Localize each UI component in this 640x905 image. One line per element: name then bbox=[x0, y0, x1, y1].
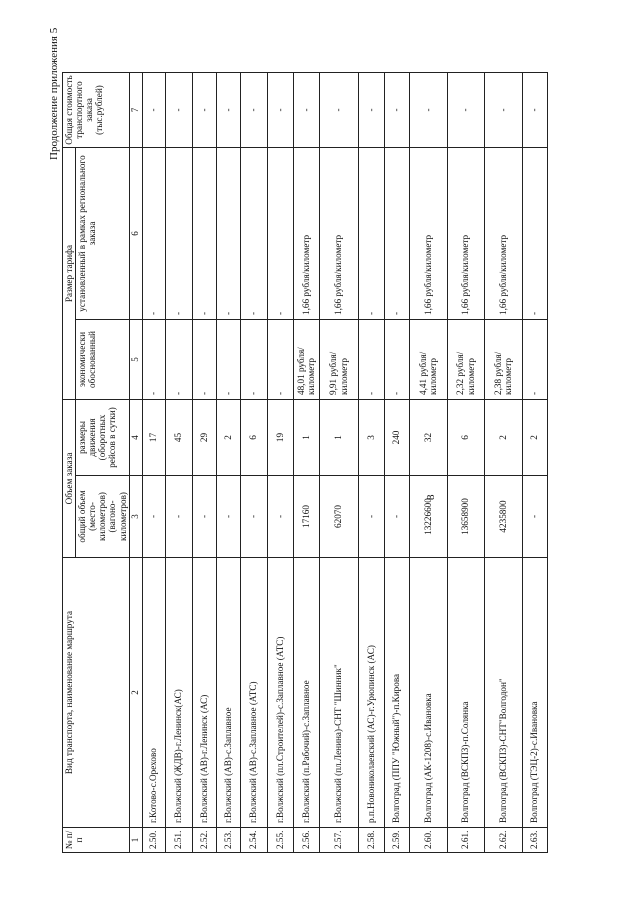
table-cell-trips: 3 bbox=[358, 400, 384, 476]
table-cell-num: 2.58. bbox=[358, 828, 384, 853]
col-number: 3 bbox=[129, 476, 142, 558]
table-row bbox=[358, 73, 384, 853]
table-cell-established: - bbox=[384, 148, 409, 320]
continuation-title: Продолжение приложения 5 bbox=[48, 27, 60, 160]
table-cell-economic: 9,91 рубля/ километр bbox=[319, 320, 358, 400]
table-cell-volume: - bbox=[358, 476, 384, 558]
table-cell-trips: 1 bbox=[319, 400, 358, 476]
table-row bbox=[409, 73, 447, 853]
header-route: Вид транспорта, наименование маршрута bbox=[63, 558, 130, 828]
table-cell-established: - bbox=[240, 148, 267, 320]
table-cell-cost: - bbox=[358, 73, 384, 148]
table-cell-established: 1,66 рубля/километр bbox=[484, 148, 522, 320]
table-cell-route: г.Волжский (ЖДВ)-г.Ленинск(АС) bbox=[165, 558, 192, 828]
table-cell-trips: 17 bbox=[142, 400, 165, 476]
table-cell-volume: 13658900 bbox=[447, 476, 484, 558]
page-number: 8 bbox=[425, 494, 437, 500]
header-economic: экономически обоснованный bbox=[76, 320, 130, 400]
table-cell-established: - bbox=[358, 148, 384, 320]
table-cell-economic: - bbox=[240, 320, 267, 400]
table-cell-cost: - bbox=[484, 73, 522, 148]
table-cell-established: 1,66 рубля/километр bbox=[319, 148, 358, 320]
table-cell-volume: 4235800 bbox=[484, 476, 522, 558]
table-cell-trips: 29 bbox=[192, 400, 216, 476]
header-volume: Объем заказа bbox=[63, 400, 76, 558]
table-row bbox=[216, 73, 240, 853]
table-cell-num: 2.53. bbox=[216, 828, 240, 853]
header-total-volume: общий объем (место-километров) (вагоно-километров) bbox=[76, 476, 130, 558]
table-cell-economic: - bbox=[165, 320, 192, 400]
table-cell-num: 2.57. bbox=[319, 828, 358, 853]
table-cell-economic: 2,32 рубля/ километр bbox=[447, 320, 484, 400]
table-cell-route: г.Волжский (АВ)-с.Заплавное bbox=[216, 558, 240, 828]
table-cell-cost: - bbox=[409, 73, 447, 148]
table-cell-num: 2.60. bbox=[409, 828, 447, 853]
col-number: 1 bbox=[129, 828, 142, 853]
table-cell-route: Волгоград (АК-1208)-с.Ивановка bbox=[409, 558, 447, 828]
table-cell-cost: - bbox=[216, 73, 240, 148]
table-cell-num: 2.63. bbox=[522, 828, 547, 853]
table-row bbox=[522, 73, 547, 853]
col-number: 2 bbox=[129, 558, 142, 828]
table-cell-cost: - bbox=[240, 73, 267, 148]
table-cell-trips: 19 bbox=[267, 400, 293, 476]
table-row bbox=[267, 73, 293, 853]
col-number: 6 bbox=[129, 148, 142, 320]
table-cell-trips: 2 bbox=[216, 400, 240, 476]
table-cell-route: г.Котово-с.Орехово bbox=[142, 558, 165, 828]
table-cell-economic: - bbox=[522, 320, 547, 400]
table-row bbox=[142, 73, 165, 853]
table-cell-established: - bbox=[192, 148, 216, 320]
table-cell-volume: 62070 bbox=[319, 476, 358, 558]
table-cell-economic: - bbox=[358, 320, 384, 400]
table-row bbox=[165, 73, 192, 853]
table-cell-trips: 1 bbox=[293, 400, 319, 476]
table-cell-economic: - bbox=[142, 320, 165, 400]
table-cell-economic: - bbox=[384, 320, 409, 400]
table-cell-num: 2.61. bbox=[447, 828, 484, 853]
table-cell-volume: - bbox=[267, 476, 293, 558]
table-cell-volume: - bbox=[240, 476, 267, 558]
table-cell-established: 1,66 рубля/километр bbox=[293, 148, 319, 320]
header-trips: размеры движения (оборотных рейсов в сутки) bbox=[76, 400, 130, 476]
table-cell-established: - bbox=[267, 148, 293, 320]
table-cell-trips: 2 bbox=[522, 400, 547, 476]
table-cell-cost: - bbox=[319, 73, 358, 148]
table-cell-established: - bbox=[216, 148, 240, 320]
header-established: установленный в рамках регионального заказа bbox=[76, 148, 130, 320]
table-cell-route: Волгоград (ВСКПЗ)-СНТ"Волгодон" bbox=[484, 558, 522, 828]
col-number: 4 bbox=[129, 400, 142, 476]
table-cell-num: 2.52. bbox=[192, 828, 216, 853]
table-cell-route: г.Волжский (пл.Ленина)-СНТ "Шинник" bbox=[319, 558, 358, 828]
table-cell-economic: - bbox=[216, 320, 240, 400]
table-cell-cost: - bbox=[267, 73, 293, 148]
table-cell-trips: 2 bbox=[484, 400, 522, 476]
table-cell-established: 1,66 рубля/километр bbox=[409, 148, 447, 320]
table-cell-cost: - bbox=[142, 73, 165, 148]
table-cell-cost: - bbox=[522, 73, 547, 148]
table-cell-cost: - bbox=[165, 73, 192, 148]
table-cell-economic: - bbox=[192, 320, 216, 400]
table-cell-route: р.п.Новониколаевский (АС)-г.Урюпинск (АС) bbox=[358, 558, 384, 828]
table-cell-volume: - bbox=[216, 476, 240, 558]
table-row bbox=[447, 73, 484, 853]
header-total-cost: Общая стоимость транспортного заказа (тыс.рублей) bbox=[63, 73, 130, 148]
table-row bbox=[192, 73, 216, 853]
routes-table bbox=[62, 72, 548, 853]
table-cell-volume: - bbox=[192, 476, 216, 558]
table-cell-established: - bbox=[522, 148, 547, 320]
table-cell-trips: 45 bbox=[165, 400, 192, 476]
table-cell-num: 2.51. bbox=[165, 828, 192, 853]
table-row bbox=[319, 73, 358, 853]
col-number: 5 bbox=[129, 320, 142, 400]
table-cell-volume: - bbox=[384, 476, 409, 558]
table-row bbox=[384, 73, 409, 853]
table-cell-economic: 48,01 рубля/ километр bbox=[293, 320, 319, 400]
table-cell-num: 2.56. bbox=[293, 828, 319, 853]
table-cell-trips: 240 bbox=[384, 400, 409, 476]
table-row bbox=[240, 73, 267, 853]
table-cell-route: г.Волжский (п.Рабочий)-с.Заплавное bbox=[293, 558, 319, 828]
table-cell-economic: - bbox=[267, 320, 293, 400]
table-cell-volume: - bbox=[165, 476, 192, 558]
header-tariff: Размер тарифа bbox=[63, 148, 76, 400]
table-cell-volume: - bbox=[142, 476, 165, 558]
table-cell-cost: - bbox=[192, 73, 216, 148]
table-cell-economic: 4,41 рубля/ километр bbox=[409, 320, 447, 400]
table-cell-route: г.Волжский (АВ)-г.Ленинск (АС) bbox=[192, 558, 216, 828]
table-row bbox=[293, 73, 319, 853]
table-cell-route: Волгоград (ТЭЦ-2)-с.Ивановка bbox=[522, 558, 547, 828]
table-cell-cost: - bbox=[293, 73, 319, 148]
table-cell-established: 1,66 рубля/километр bbox=[447, 148, 484, 320]
table-row bbox=[484, 73, 522, 853]
table-cell-cost: - bbox=[384, 73, 409, 148]
table-cell-volume: - bbox=[522, 476, 547, 558]
table-cell-trips: 6 bbox=[240, 400, 267, 476]
table-cell-trips: 6 bbox=[447, 400, 484, 476]
table-cell-num: 2.54. bbox=[240, 828, 267, 853]
table-cell-cost: - bbox=[447, 73, 484, 148]
header-num: № п/п bbox=[63, 828, 130, 853]
table-cell-volume: 13226600 bbox=[409, 476, 447, 558]
table-cell-num: 2.55. bbox=[267, 828, 293, 853]
table-cell-economic: 2,38 рубля/ километр bbox=[484, 320, 522, 400]
table-cell-num: 2.59. bbox=[384, 828, 409, 853]
table-cell-volume: 17160 bbox=[293, 476, 319, 558]
table-cell-established: - bbox=[142, 148, 165, 320]
column-number-row bbox=[129, 73, 142, 853]
table-cell-num: 2.50. bbox=[142, 828, 165, 853]
table-cell-route: Волгоград (ВСКПЗ)-п.Солянка bbox=[447, 558, 484, 828]
table-cell-trips: 32 bbox=[409, 400, 447, 476]
col-number: 7 bbox=[129, 73, 142, 148]
table-cell-route: г.Волжский (АВ)-с.Заплавное (АТС) bbox=[240, 558, 267, 828]
table-cell-route: Волгоград (ППУ "Южный")-п.Кирова bbox=[384, 558, 409, 828]
table-cell-num: 2.62. bbox=[484, 828, 522, 853]
table-cell-route: г.Волжский (пл.Строителей)-с.Заплавное (АТС) bbox=[267, 558, 293, 828]
table-cell-established: - bbox=[165, 148, 192, 320]
